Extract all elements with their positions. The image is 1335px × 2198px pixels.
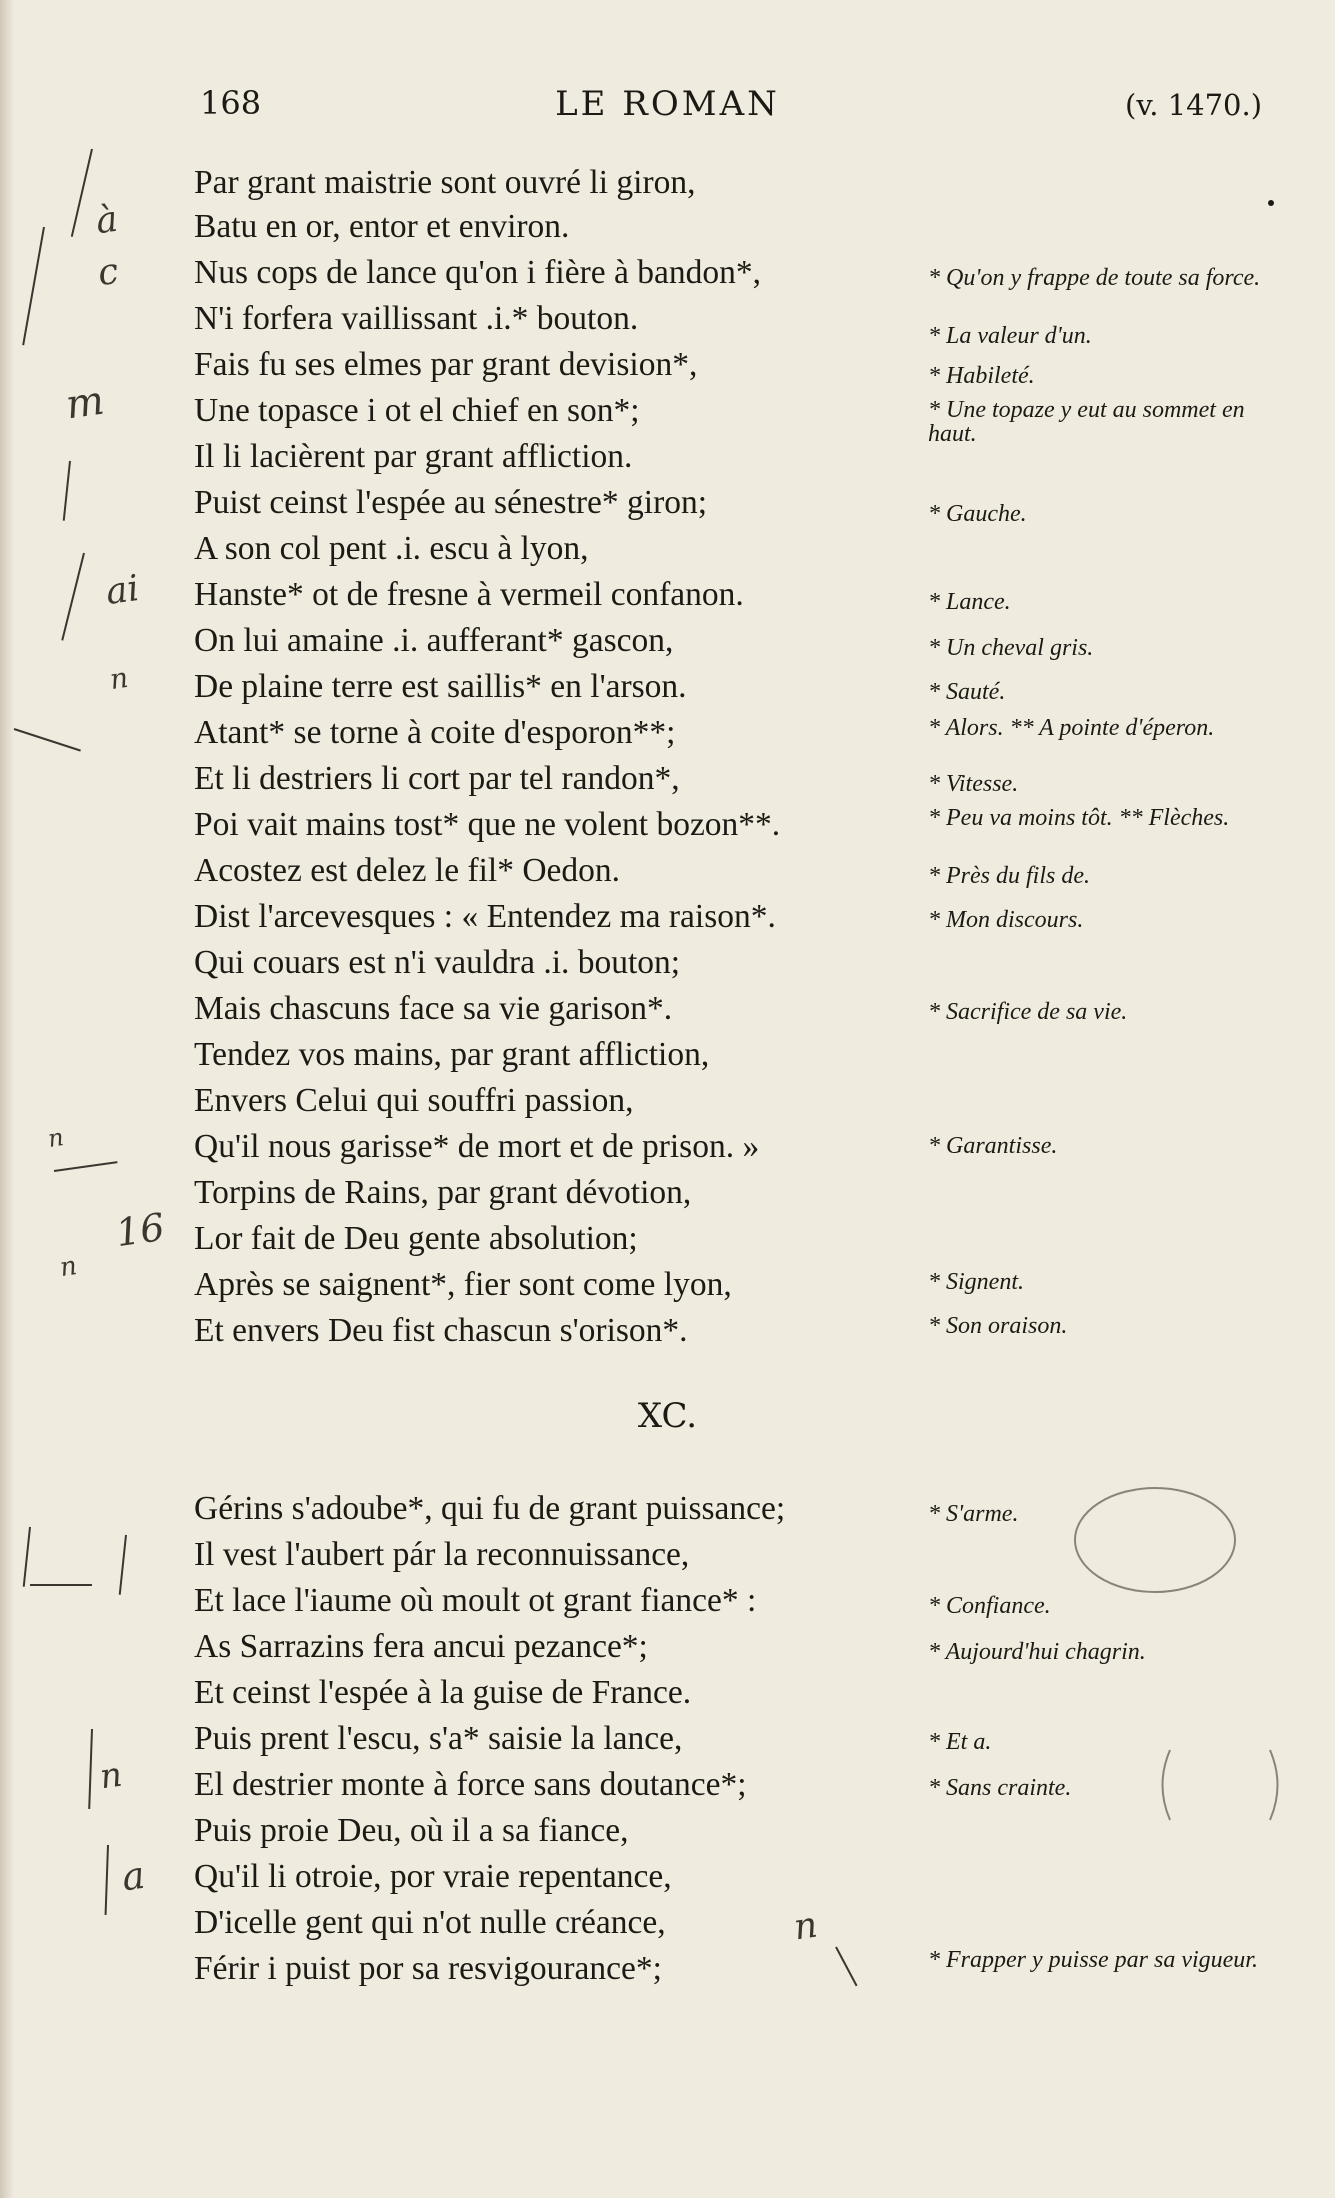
gloss-note: * Frapper y puisse par sa vigueur. [928, 1947, 1258, 1973]
pencil-stroke [835, 1947, 857, 1987]
margin-mark: c [95, 250, 121, 295]
pencil-stroke [54, 1161, 118, 1172]
verse-line: Et ceinst l'espée à la guise de France. [194, 1674, 692, 1711]
verse-line: Gérins s'adoube*, qui fu de grant puissance; [194, 1490, 786, 1527]
gloss-note: * Sauté. [928, 679, 1006, 705]
gloss-note: * Aujourd'hui chagrin. [928, 1639, 1146, 1665]
verse-line: Puis prent l'escu, s'a* saisie la lance, [194, 1720, 683, 1757]
verse-line: Batu en or, entor et environ. [194, 208, 570, 245]
verse-line: D'icelle gent qui n'ot nulle créance, [194, 1904, 666, 1941]
verse-line: Tendez vos mains, par grant affliction, [194, 1036, 710, 1073]
verse-line: On lui amaine .i. aufferant* gascon, [194, 622, 674, 659]
gloss-note: * Sacrifice de sa vie. [928, 999, 1128, 1025]
verse-line: Puist ceinst l'espée au sénestre* giron; [194, 484, 708, 521]
gloss-note: * S'arme. [928, 1501, 1019, 1527]
pencil-stroke [23, 1527, 31, 1587]
verse-line: Et li destriers li cort par tel randon*, [194, 760, 680, 797]
verse-line: Et envers Deu fist chascun s'orison*. [194, 1312, 688, 1349]
verse-line: Torpins de Rains, par grant dévotion, [194, 1174, 692, 1211]
verse-line: As Sarrazins fera ancui pezance*; [194, 1628, 648, 1665]
margin-mark: 16 [113, 1204, 168, 1256]
verse-line: Après se saignent*, fier sont come lyon, [194, 1266, 732, 1303]
pencil-stroke [71, 149, 93, 237]
page-header [0, 84, 1335, 134]
pencil-stroke [14, 728, 81, 752]
verse-line: Nus cops de lance qu'on i fière à bandon*, [194, 254, 761, 291]
verse-line: Puis proie Deu, où il a sa fiance, [194, 1812, 629, 1849]
gloss-note: * Mon discours. [928, 907, 1084, 933]
pencil-stroke [22, 227, 45, 346]
page-number: 168 [200, 84, 262, 122]
pencil-stroke [119, 1535, 127, 1595]
gloss-note: * Et a. [928, 1729, 992, 1755]
pencil-stroke [30, 1584, 92, 1586]
margin-mark: n [107, 660, 131, 697]
verse-line: Mais chascuns face sa vie garison*. [194, 990, 673, 1027]
margin-mark: ai [103, 567, 142, 614]
verse-line: Dist l'arcevesques : « Entendez ma raison*. [194, 898, 776, 935]
gloss-note: * La valeur d'un. [928, 323, 1092, 349]
verse-line: Une topasce i ot el chief en son*; [194, 392, 640, 429]
gloss-note: * Habileté. [928, 363, 1035, 389]
verse-line: Acostez est delez le fil* Oedon. [194, 852, 621, 889]
verse-line: Lor fait de Deu gente absolution; [194, 1220, 638, 1257]
page-binding-shadow [0, 0, 14, 2198]
verse-line: Il vest l'aubert pár la reconnuissance, [194, 1536, 690, 1573]
margin-mark: m [62, 377, 107, 429]
margin-mark: n [57, 1250, 79, 1284]
verse-line: Par grant maistrie sont ouvré li giron, [194, 164, 696, 201]
verse-line: Qu'il nous garisse* de mort et de prison. » [194, 1128, 760, 1165]
pencil-loop [1060, 1470, 1250, 1620]
ink-dot [1268, 200, 1274, 206]
verse-line: Atant* se torne à coite d'esporon**; [194, 714, 676, 751]
margin-mark: n [97, 1754, 125, 1798]
gloss-note: * Peu va moins tôt. ** Flèches. [928, 805, 1230, 831]
verse-line: De plaine terre est saillis* en l'arson. [194, 668, 687, 705]
verse-line: Férir i puist por sa resvigourance*; [194, 1950, 662, 1987]
margin-mark: à [93, 198, 121, 243]
margin-mark: a [119, 1852, 148, 1900]
margin-mark: n [46, 1123, 66, 1153]
pencil-stroke [88, 1729, 93, 1809]
pencil-stroke [61, 553, 85, 641]
pencil-bracket [1150, 1740, 1290, 1830]
gloss-note: * Lance. [928, 589, 1011, 615]
pencil-stroke [63, 461, 71, 521]
gloss-note: * Près du fils de. [928, 863, 1090, 889]
gloss-note: * Une topaze y eut au sommet en haut. [928, 397, 1245, 447]
verse-line: Qu'il li otroie, por vraie repentance, [194, 1858, 672, 1895]
gloss-note: * Son oraison. [928, 1313, 1068, 1339]
laisse-heading: XC. [637, 1396, 698, 1436]
verse-line: Poi vait mains tost* que ne volent bozon**. [194, 806, 781, 843]
verse-reference: (v. 1470.) [1125, 88, 1263, 122]
verse-line: Qui couars est n'i vauldra .i. bouton; [194, 944, 681, 981]
running-title: LE ROMAN [555, 84, 780, 124]
gloss-note: * Vitesse. [928, 771, 1019, 797]
verse-line: Et lace l'iaume où moult ot grant fiance* : [194, 1582, 757, 1619]
verse-line: N'i forfera vaillissant .i.* bouton. [194, 300, 639, 337]
margin-mark: n [791, 1904, 820, 1949]
gloss-note: * Garantisse. [928, 1133, 1058, 1159]
verse-line: El destrier monte à force sans doutance*; [194, 1766, 747, 1803]
verse-line: A son col pent .i. escu à lyon, [194, 530, 589, 567]
gloss-note: * Qu'on y frappe de toute sa force. [928, 265, 1261, 291]
gloss-note: * Alors. ** A pointe d'éperon. [928, 715, 1215, 741]
verse-line: Fais fu ses elmes par grant devision*, [194, 346, 698, 383]
gloss-note: * Gauche. [928, 501, 1027, 527]
verse-line: Hanste* ot de fresne à vermeil confanon. [194, 576, 744, 613]
gloss-note: * Signent. [928, 1269, 1024, 1295]
gloss-note: * Un cheval gris. [928, 635, 1094, 661]
verse-line: Envers Celui qui souffri passion, [194, 1082, 634, 1119]
pencil-stroke [105, 1845, 109, 1915]
gloss-note: * Sans crainte. [928, 1775, 1072, 1801]
verse-line: Il li lacièrent par grant affliction. [194, 438, 633, 475]
gloss-note: * Confiance. [928, 1593, 1051, 1619]
